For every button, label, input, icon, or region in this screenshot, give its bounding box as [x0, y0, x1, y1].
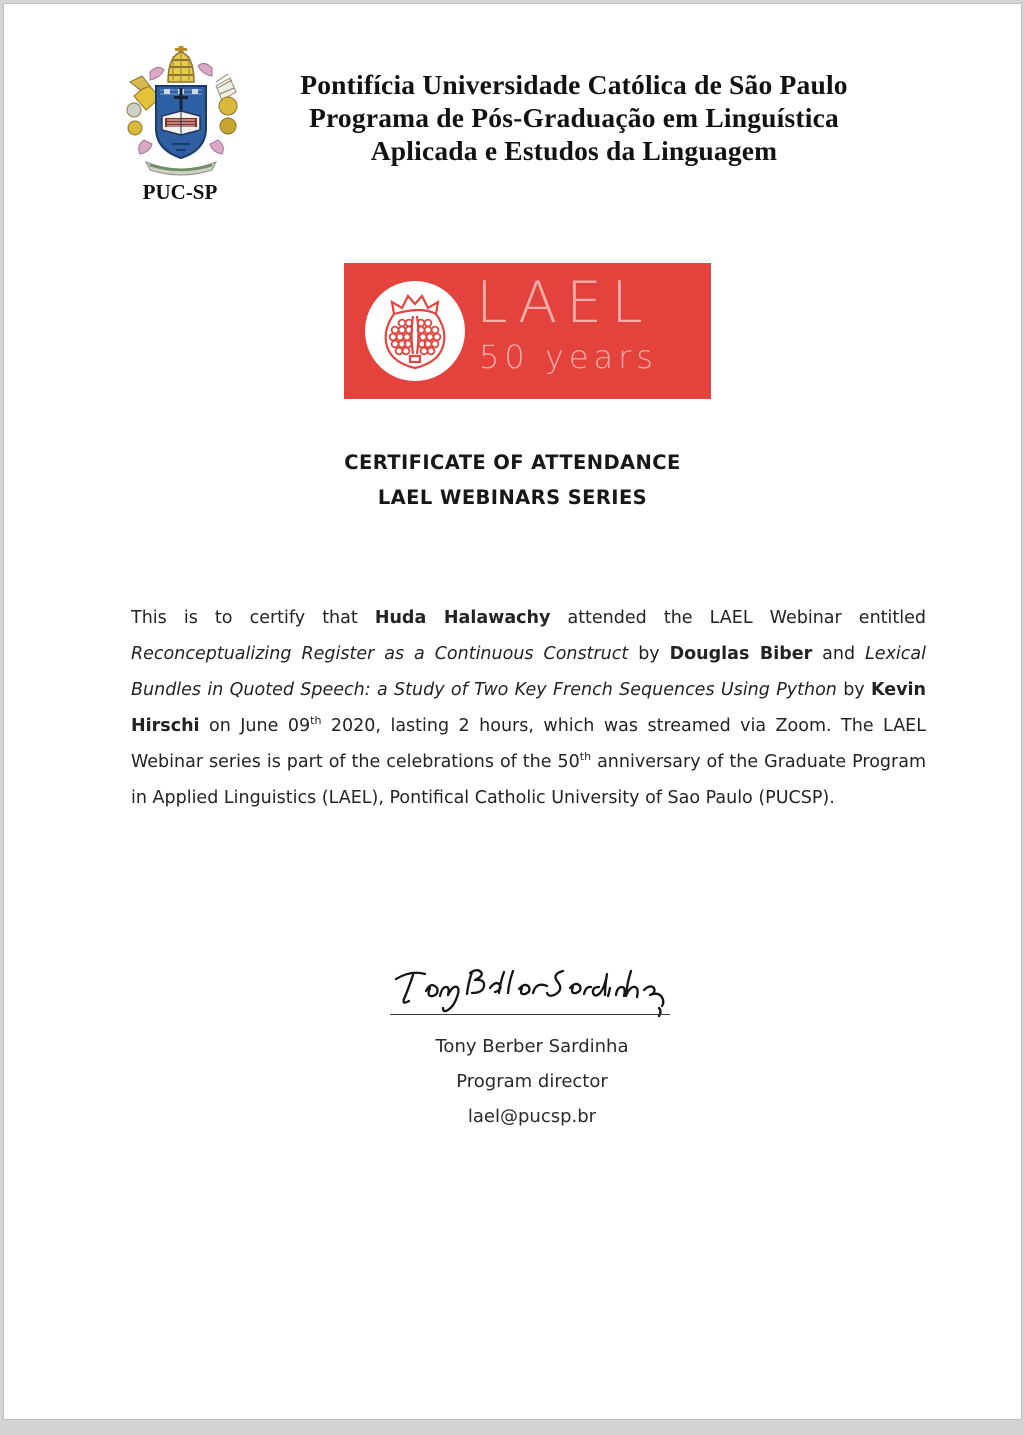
certificate-body-text: This is to certify that Huda Halawachy attended the LAEL Webinar entitled Reconceptualizing Register as a Continuous Construct by Douglas Biber and Lexical Bundles in Quoted Speech: a Study of Two Key French Sequences Using Python by Kevin Hirschi on June 09th 2020, lasting 2 hours, which was streamed via Zoom. The LAEL Webinar series is part of the celebrations of the 50th anniversary of the Graduate Program in Applied Linguistics (LAEL), Pontifical Catholic University of Sao Paulo (PUCSP).: [131, 607, 927, 808]
program-name-line2: Aplicada e Estudos da Linguagem: [370, 135, 778, 166]
university-name: Pontifícia Universidade Católica de São Paulo: [300, 69, 848, 100]
signatory-block: [316, 1037, 748, 1142]
certificate-title: CERTIFICATE OF ATTENDANCE: [344, 451, 681, 474]
handwritten-signature: [390, 962, 672, 1020]
crest-caption: PUC-SP: [142, 180, 218, 204]
lael-50-years-banner: [344, 263, 711, 399]
signatory-role: Program director: [456, 1071, 608, 1092]
puc-sp-coat-of-arms-icon: [120, 44, 242, 182]
certificate-page: [3, 3, 1022, 1420]
certificate-title-block: [4, 445, 1021, 515]
pomegranate-icon: [364, 280, 466, 382]
signatory-name: Tony Berber Sardinha: [435, 1036, 629, 1057]
program-name-line1: Programa de Pós-Graduação em Linguística: [309, 102, 839, 133]
lael-logo-subtitle: 50 years: [479, 338, 658, 376]
lael-logo-title: LAEL: [476, 270, 652, 336]
certificate-subtitle: LAEL WEBINARS SERIES: [377, 486, 648, 509]
header-title-block: [226, 68, 922, 167]
signatory-email: lael@pucsp.br: [467, 1106, 597, 1127]
signature-rule: [390, 1014, 670, 1015]
